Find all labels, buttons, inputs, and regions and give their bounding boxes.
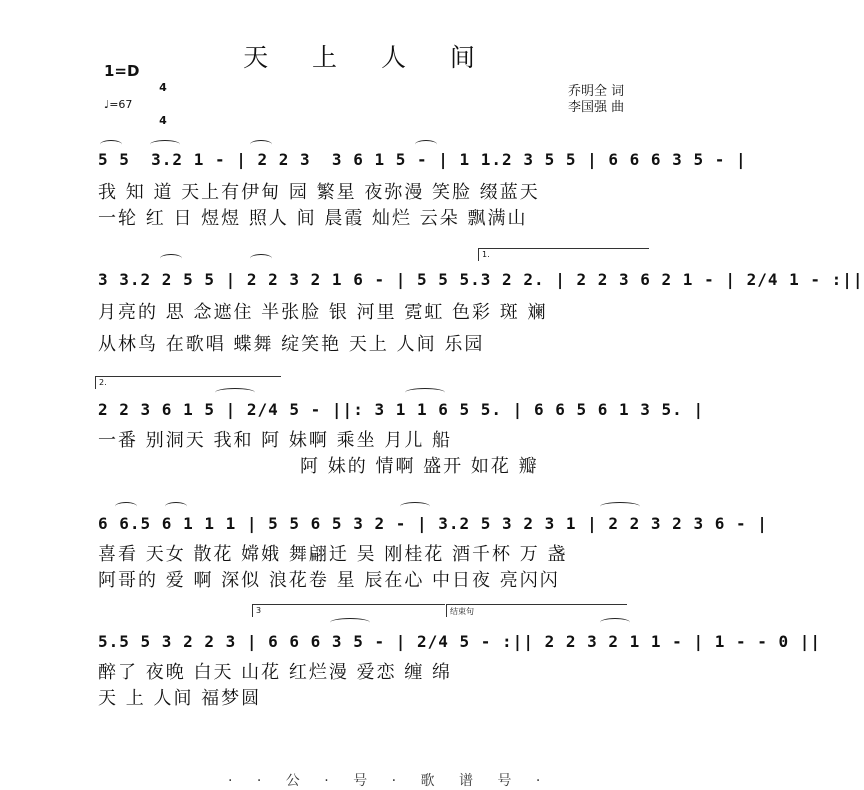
key-signature: 1=D: [104, 62, 140, 80]
lyrics-line-3-verse-2: 阿 妹的 情啊 盛开 如花 瓣: [300, 456, 539, 477]
lyrics-line-2-verse-1: 月亮的 思 念遮住 半张脸 银 河里 霓虹 色彩 斑 斓: [98, 302, 548, 323]
slur: [600, 502, 640, 511]
second-ending-bracket: [95, 376, 281, 389]
slur: [150, 140, 180, 149]
lyrics-line-4-verse-2: 阿哥的 爱 啊 深似 浪花卷 星 辰在心 中日夜 亮闪闪: [98, 570, 560, 591]
lyricist-credit: 乔明全 词: [568, 84, 625, 99]
slur: [165, 502, 187, 511]
notation-line-5: 5.5 5 3 2 2 3 | 6 6 6 3 5 - | 2/4 5 - :|| 2 2 3 2 1 1 - | 1 - - 0 ||: [98, 632, 822, 651]
notation-line-4: 6 6.5 6 1 1 1 | 5 5 6 5 3 2 - | 3.2 5 3 2 3 1 | 2 2 3 2 3 6 - |: [98, 514, 768, 533]
lyrics-line-1-verse-1: 我 知 道 天上有伊甸 园 繁星 夜弥漫 笑脸 缀蓝天: [98, 182, 540, 203]
time-signature-top: 4: [159, 81, 167, 94]
slur: [160, 254, 182, 263]
slur: [100, 140, 122, 149]
third-ending-label: 3: [256, 606, 262, 615]
slur: [415, 140, 437, 149]
slur: [115, 502, 137, 511]
composer-credit: 李国强 曲: [568, 100, 625, 115]
lyrics-line-1-verse-2: 一轮 红 日 煜煜 照人 间 晨霞 灿烂 云朵 飘满山: [98, 208, 528, 229]
notation-line-3: 2 2 3 6 1 5 | 2/4 5 - ||: 3 1 1 6 5 5. | 6 6 5 6 1 3 5. |: [98, 400, 705, 419]
slur: [250, 254, 272, 263]
first-ending-label: 1.: [482, 250, 490, 259]
notation-line-1: 5 5 3.2 1 - | 2 2 3 3 6 1 5 - | 1 1.2 3 5 5 | 6 6 6 3 5 - |: [98, 150, 747, 169]
slur: [250, 140, 272, 149]
slur: [600, 618, 630, 627]
lyrics-line-5-verse-2: 天 上 人间 福梦圆: [98, 688, 262, 709]
second-ending-label: 2.: [99, 378, 107, 387]
slur: [400, 502, 430, 511]
tempo-marking: ♩=67: [104, 98, 133, 111]
lyrics-line-4-verse-1: 喜看 天女 散花 嫦娥 舞翩迁 吴 刚桂花 酒千杯 万 盏: [98, 544, 568, 565]
first-ending-bracket: [478, 248, 649, 261]
song-title: 天 上 人 间: [243, 43, 493, 72]
third-ending-bracket: [252, 604, 445, 617]
coda-label: 结束句: [450, 607, 474, 616]
slur: [405, 388, 445, 397]
notation-line-2: 3 3.2 2 5 5 | 2 2 3 2 1 6 - | 5 5 5.3 2 2. | 2 2 3 6 2 1 - | 2/4 1 - :||: [98, 270, 864, 289]
lyrics-line-2-verse-2: 从林鸟 在歌唱 蝶舞 绽笑艳 天上 人间 乐园: [98, 334, 485, 355]
time-signature: [156, 60, 170, 137]
page-footer: · · 公 · 号 · 歌 谱 号 ·: [228, 773, 551, 789]
coda-bracket: [446, 604, 627, 617]
slur: [215, 388, 255, 397]
time-signature-bottom: 4: [159, 114, 167, 127]
lyrics-line-5-verse-1: 醉了 夜晚 白天 山花 红烂漫 爱恋 缠 绵: [98, 662, 453, 683]
lyrics-line-3-verse-1: 一番 别洞天 我和 阿 妹啊 乘坐 月儿 船: [98, 430, 453, 451]
slur: [330, 618, 370, 627]
